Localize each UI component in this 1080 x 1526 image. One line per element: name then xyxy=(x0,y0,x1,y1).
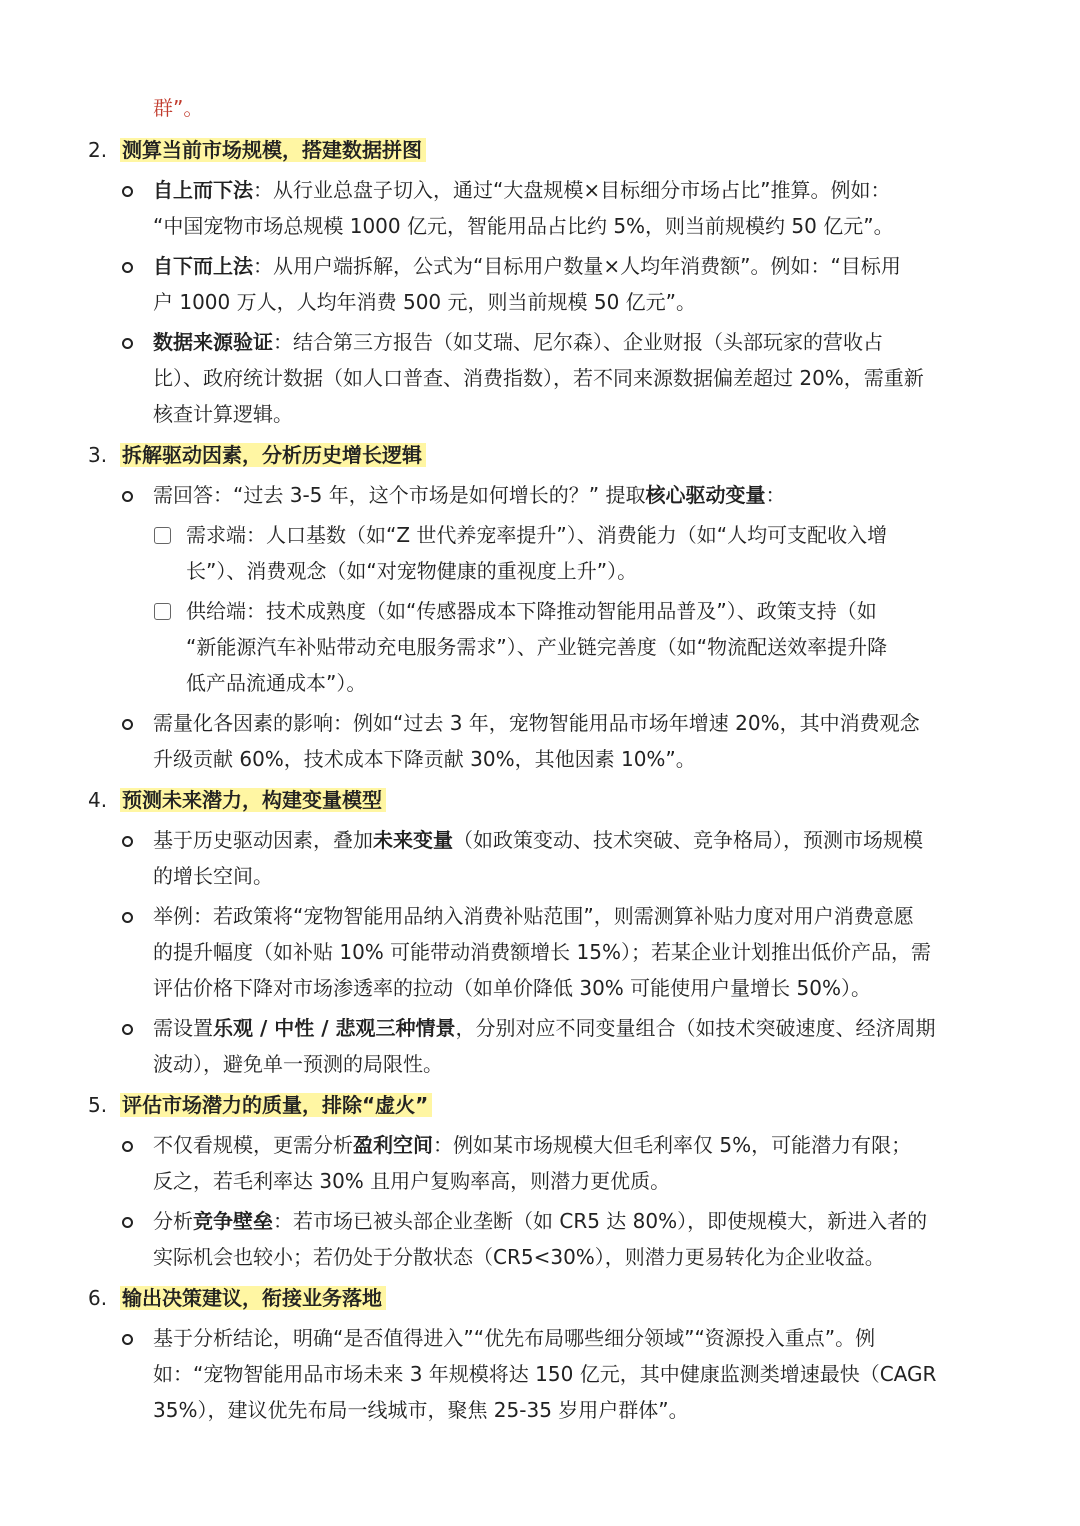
term: 核心驱动变量 xyxy=(645,483,766,507)
item-text: ：例如某市场规模大但毛利率仅 5%，可能潜力有限； xyxy=(433,1133,912,1157)
section-title: 预测未来潜力，构建变量模型 xyxy=(120,788,386,812)
bullet-icon xyxy=(122,912,133,923)
checklist-item: 供给端：技术成熟度（如“传感器成本下降推动智能用品普及”）、政策支持（如 xyxy=(186,599,877,623)
bullet-icon xyxy=(122,719,133,730)
section-title: 输出决策建议，衔接业务落地 xyxy=(120,1286,386,1310)
checkbox-icon[interactable] xyxy=(154,527,171,544)
item-text-line: 的增长空间。 xyxy=(153,864,273,888)
list-item xyxy=(153,825,923,855)
item-text-line: “新能源汽车补贴带动充电服务需求”）、产业链完善度（如“物流配送效率提升降 xyxy=(186,635,888,659)
list-item: 需量化各因素的影响：例如“过去 3 年，宠物智能用品市场年增速 20%，其中消费观念 xyxy=(153,711,920,735)
item-text-line: 实际机会也较小；若仍处于分散状态（CR5<30%），则潜力更易转化为企业收益。 xyxy=(153,1245,885,1269)
section-heading xyxy=(120,785,386,815)
section-number: 5. xyxy=(88,1093,108,1117)
item-text-line: 升级贡献 60%，技术成本下降贡献 30%，其他因素 10%”。 xyxy=(153,747,696,771)
section-title: 拆解驱动因素，分析历史增长逻辑 xyxy=(120,443,426,467)
checklist-item: 需求端：人口基数（如“Z 世代养宠率提升”）、消费能力（如“人均可支配收入增 xyxy=(186,523,888,547)
list-item xyxy=(153,1206,927,1236)
bullet-icon xyxy=(122,1141,133,1152)
list-item xyxy=(153,1130,911,1160)
section-number: 4. xyxy=(88,788,108,812)
item-text-line: 如：“宠物智能用品市场未来 3 年规模将达 150 亿元，其中健康监测类增速最快（CAGR xyxy=(153,1362,937,1386)
item-text: ：从用户端拆解，公式为“目标用户数量×人均年消费额”。例如：“目标用 xyxy=(253,254,901,278)
item-text-line: 低产品流通成本”）。 xyxy=(186,671,367,695)
item-text-line: 户 1000 万人，人均年消费 500 元，则当前规模 50 亿元”。 xyxy=(153,290,697,314)
list-item: 基于分析结论，明确“是否值得进入”“优先布局哪些细分领域”“资源投入重点”。例 xyxy=(153,1326,876,1350)
term: 乐观 / 中性 / 悲观三种情景 xyxy=(213,1016,456,1040)
section-number: 6. xyxy=(88,1286,108,1310)
term: 自下而上法 xyxy=(153,254,253,278)
item-text: 基于历史驱动因素，叠加 xyxy=(153,828,373,852)
bullet-icon xyxy=(122,1024,133,1035)
item-text-line: 评估价格下降对市场渗透率的拉动（如单价降低 30% 可能使用户量增长 50%）。 xyxy=(153,976,871,1000)
term: 盈利空间 xyxy=(353,1133,433,1157)
item-text: ，分别对应不同变量组合（如技术突破速度、经济周期 xyxy=(455,1016,936,1040)
section-title: 评估市场潜力的质量，排除“虚火” xyxy=(120,1093,432,1117)
list-item: 举例：若政策将“宠物智能用品纳入消费补贴范围”，则需测算补贴力度对用户消费意愿 xyxy=(153,904,914,928)
item-text: ：结合第三方报告（如艾瑞、尼尔森）、企业财报（头部玩家的营收占 xyxy=(273,330,883,354)
continuation-text: 群”。 xyxy=(153,96,204,120)
list-item xyxy=(153,175,890,205)
section-heading xyxy=(120,1090,432,1120)
item-text-line: 核查计算逻辑。 xyxy=(153,402,293,426)
list-item xyxy=(153,480,785,510)
term: 未来变量 xyxy=(373,828,453,852)
section-title: 测算当前市场规模，搭建数据拼图 xyxy=(120,138,426,162)
bullet-icon xyxy=(122,186,133,197)
item-text: 分析 xyxy=(153,1209,193,1233)
item-text: （如政策变动、技术突破、竞争格局），预测市场规模 xyxy=(453,828,923,852)
item-text: ：从行业总盘子切入，通过“大盘规模×目标细分市场占比”推算。例如： xyxy=(253,178,891,202)
item-text: 需设置 xyxy=(153,1016,213,1040)
term: 竞争壁垒 xyxy=(193,1209,273,1233)
item-text: ：若市场已被头部企业垄断（如 CR5 达 80%），即使规模大，新进入者的 xyxy=(273,1209,928,1233)
item-text-line: 35%），建议优先布局一线城市，聚焦 25-35 岁用户群体”。 xyxy=(153,1398,689,1422)
checkbox-icon[interactable] xyxy=(154,603,171,620)
bullet-icon xyxy=(122,1217,133,1228)
item-text: 不仅看规模，更需分析 xyxy=(153,1133,353,1157)
section-heading xyxy=(120,1283,386,1313)
bullet-icon xyxy=(122,338,133,349)
section-number: 2. xyxy=(88,138,108,162)
bullet-icon xyxy=(122,262,133,273)
list-item xyxy=(153,251,901,281)
term: 自上而下法 xyxy=(153,178,253,202)
item-text-line: “中国宠物市场总规模 1000 亿元，智能用品占比约 5%，则当前规模约 50 亿元”。 xyxy=(153,214,894,238)
section-number: 3. xyxy=(88,443,108,467)
item-text: 需回答：“过去 3-5 年，这个市场是如何增长的？” 提取 xyxy=(153,483,646,507)
list-item xyxy=(153,1013,935,1043)
bullet-icon xyxy=(122,1334,133,1345)
bullet-icon xyxy=(122,491,133,502)
item-text-line: 波动），避免单一预测的局限性。 xyxy=(153,1052,443,1076)
section-heading xyxy=(120,135,426,165)
bullet-icon xyxy=(122,836,133,847)
item-text-line: 长”）、消费观念（如“对宠物健康的重视度上升”）。 xyxy=(186,559,638,583)
list-item xyxy=(153,327,883,357)
term: 数据来源验证 xyxy=(153,330,273,354)
item-text-line: 的提升幅度（如补贴 10% 可能带动消费额增长 15%）；若某企业计划推出低价产品，需 xyxy=(153,940,931,964)
section-heading xyxy=(120,440,426,470)
item-text-line: 比）、政府统计数据（如人口普查、消费指数），若不同来源数据偏差超过 20%，需重新 xyxy=(153,366,924,390)
item-text-line: 反之，若毛利率达 30% 且用户复购率高，则潜力更优质。 xyxy=(153,1169,671,1193)
item-text: ： xyxy=(765,483,786,507)
